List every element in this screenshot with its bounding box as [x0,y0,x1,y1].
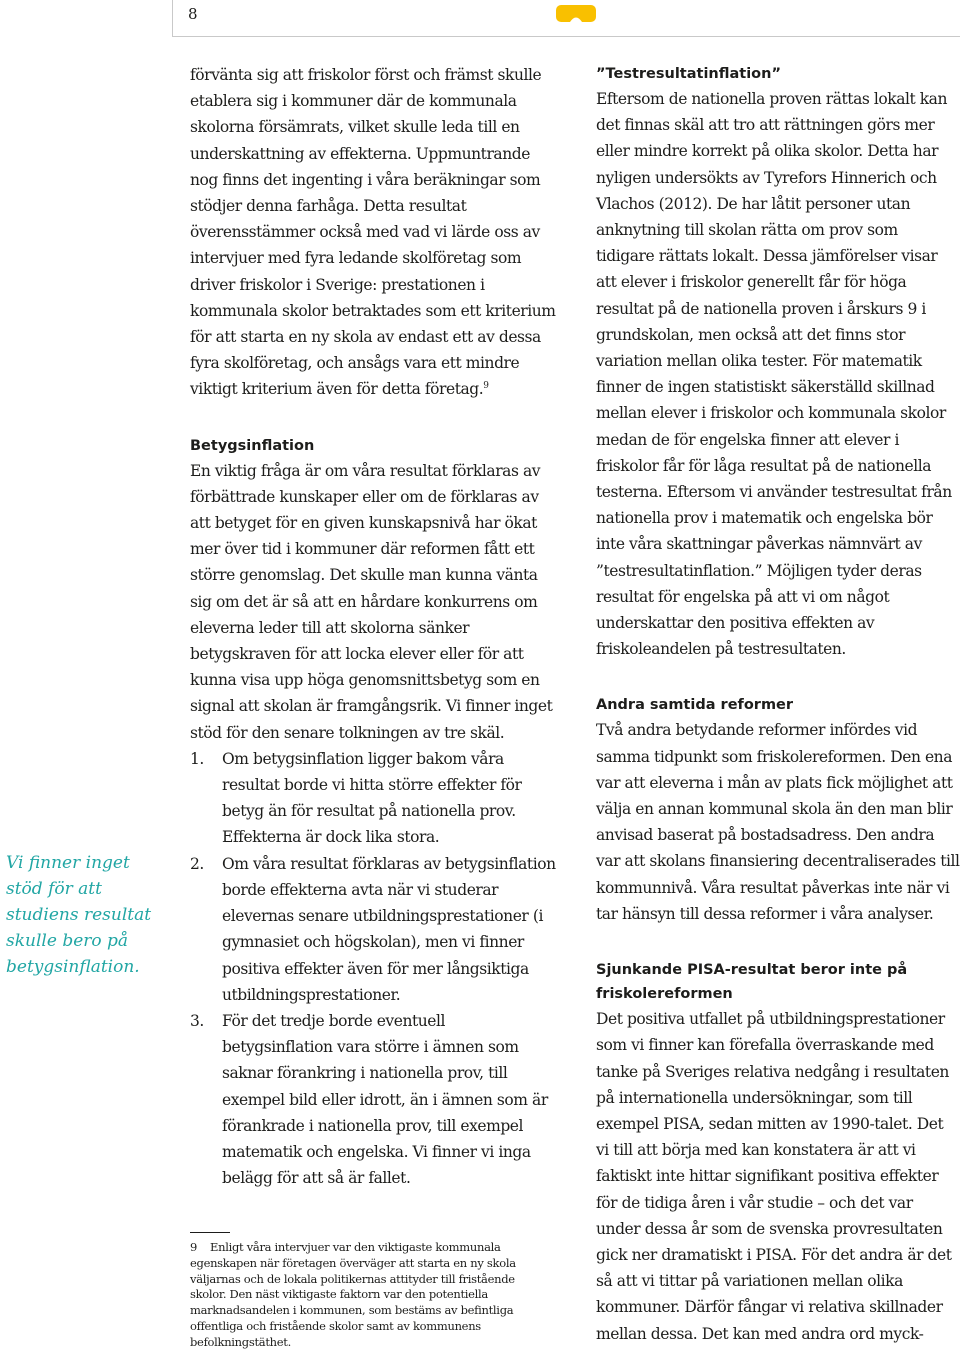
right-column [596,62,960,1347]
betygsinflation-paragraph: En viktig fråga är om våra resultat förklaras av förbättrade kunskaper eller om de förklaras av att betyget för en given kunskapsnivå har ökat mer över tid i kommuner där reformen fått ett större genomslag. Det skulle man kunna vänta sig om det är så att en hårdare konkurrens om eleverna leder till att skolorna sänker betygskraven för att locka elever eller för att kunna visa upp höga genomsnittsbetyg som en signal att skolan är framgångsrik. Vi finner inget stöd för den senare tolkningen av tre skäl. [190,461,553,742]
list-item: 1. Om betygsinflation ligger bakom våra resultat borde vi hitta större effekter för betyg än för resultat på nationella prov. Effekterna är dock lika stora. [190,749,522,847]
pull-quote: Vi finner inget stöd för att studiens resultat skulle bero på betygsinflation. [6,853,152,977]
section-heading-pisa: Sjunkande PISA-resultat beror inte på friskolereformen [596,962,908,1003]
testresultatinflation-paragraph: Eftersom de nationella proven rättas lokalt kan det finnas skäl att tro att rättningen görs mer eller mindre korrekt på olika skolor. Detta har nyligen undersökts av Tyrefors Hinnerich och Vlachos (2012). De har låtit personer utan anknytning till skolan rätta om prov som tidigare rättats lokalt. Dessa jämförelser visar att elever i friskolor generellt får för höga resultat på de nationella proven i årskurs 9 i grundskolan, men också att det finns stor variation mellan olika tester. För matematik finner de ingen statistiskt säkerställd skillnad mellan elever i friskolor och kommunala skolor medan de för engelska finner att elever i friskolor får för låga resultat på de nationella testerna. Eftersom vi använder testresultat från nationella prov i matematik och engelska bör inte våra skattningar påverkas nämnvärt av ”testresultatinflation.” Möjligen tyder deras resultat för engelska på att vi om något underskattar den positiva effekten av friskoleandelen på testresultaten. [596,90,952,659]
left-column [190,62,558,1191]
intro-paragraph: förvänta sig att friskolor först och främst skulle etablera sig i kommuner där de kommunala skolorna försämrats, vilket skulle leda till en underskattning av effekterna. Uppmuntrande nog finns det ingenting i våra beräkningar som stödjer denna farhåga. Detta resultat överensstämmer också med vad vi lärde oss av intervjuer med fyra ledande skolföretag som driver friskolor i Sverige: prestationen i kommunala skolor betraktades som ett kriterium för att starta en ny skola av endast ett av dessa fyra skolföretag, och ansågs vara ett mindre viktigt kriterium även för detta företag.$^9$ [190,66,556,399]
footnote-text: Enligt våra intervjuer var den viktigaste kommunala egenskapen när företagen överväger att starta en ny skola väljarnas och de lokala politikernas attityder till fristående skolor. Den näst viktigaste faktorn var den potentiella marknadsandelen i kommunen, som bestäms av befintliga offentliga och fristående skolor samt av kommunens befolkningstäthet. [190,1240,516,1349]
page-number: 8 [188,5,198,23]
section-heading-betygsinflation: Betygsinflation [190,437,315,454]
list-item: 3. För det tredje borde eventuell betygsinflation vara större i ämnen som saknar förankring i nationella prov, till exempel bild eller idrott, än i ämnen som är förankrade i nationella prov, till exempel matematik och engelska. Vi finner vi inga belägg för att så är fallet. [190,1011,548,1188]
footnote-number: 9 [190,1240,198,1254]
list-item: 2. Om våra resultat förklaras av betygsinflation borde effekterna avta när vi studerar elevernas senare utbildningsprestationer (i gymnasiet och högskolan), men vi finner positiva effekter även för mer långsiktiga utbildningsprestationer. [190,854,556,1004]
pisa-paragraph: Det positiva utfallet på utbildningsprestationer som vi finner kan förefalla överraskande med tanke på Sveriges relativa nedgång i resultaten på internationella undersökningar, som till exempel PISA, sedan mitten av 1990-talet. Det vi till att börja med kan konstatera är att vi faktiskt inte hittar signifikant positiva effekter för de tidiga åren i vår studie – och det var under dessa år som de svenska provresultaten gick ner dramatiskt i PISA. För det andra är det så att vi tittar på variationen mellan olika kommuner. Därför fångar vi relativa skillnader mellan dessa. Det kan med andra ord myck- [596,1010,952,1343]
section-heading-testresultatinflation: ”Testresultatinflation” [596,66,781,82]
footnote-divider [190,1232,230,1233]
numbered-list [190,746,558,1191]
footnote-reference: 9 [483,381,489,392]
andra-reformer-paragraph: Två andra betydande reformer infördes vid samma tidpunkt som friskolereformen. Den ena var att eleverna i mån av plats fick möjlighet att välja en annan kommunal skola än den man blir anvisad baserat på bostadsadress. Den andra var att skolans finansiering decentraliserades till kommunnivå. Våra resultat påverkas inte när vi tar hänsyn till dessa reformer i våra analyser. [596,721,960,923]
footnote [190,1240,550,1351]
section-heading-andra-reformer: Andra samtida reformer [596,697,794,714]
yellow-logo-icon [556,5,596,22]
